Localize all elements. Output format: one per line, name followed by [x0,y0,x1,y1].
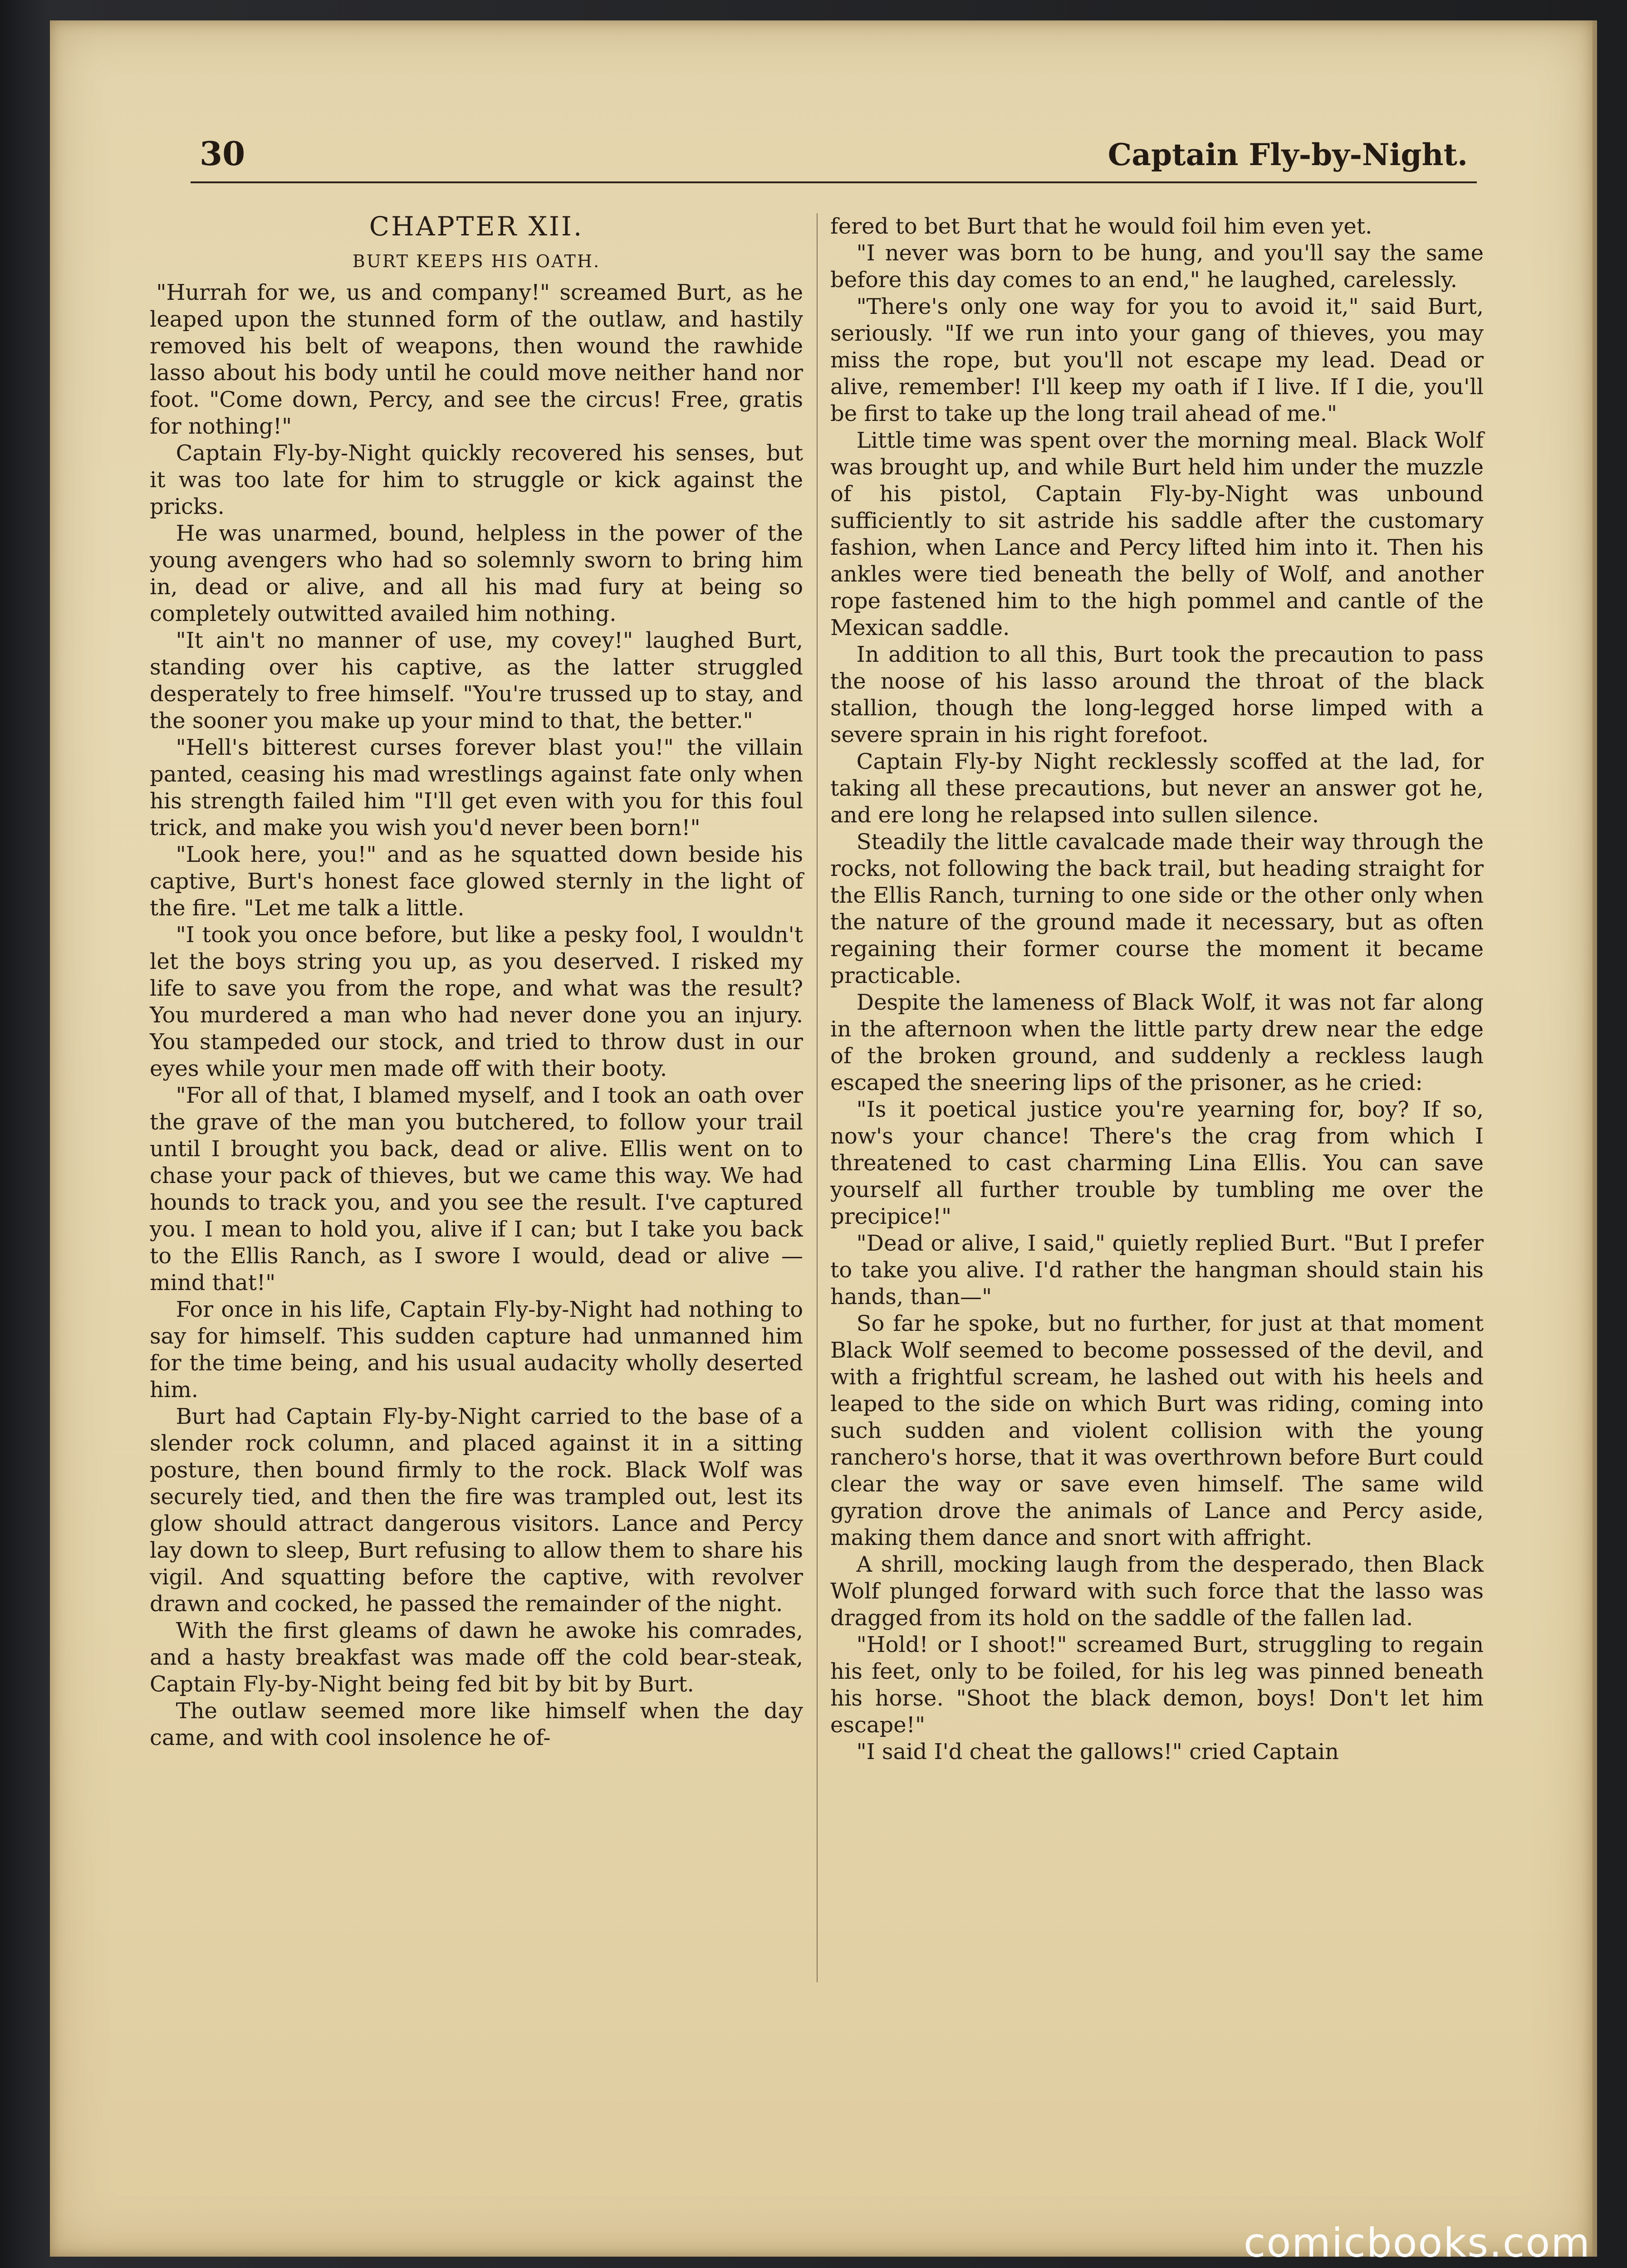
paragraph: "Is it poetical justice you're yearning for, boy? If so, now's your chance! There's the crag from which I threatened to cast charming Lina Ellis. You can save yourself all further trouble by tumbling me over the precipice!" [830,1097,1484,1229]
paragraph: "For all of that, I blamed myself, and I took an oath over the grave of the man you butchered, to follow your trail until I brought you back, dead or alive. Ellis went on to chase your pack of thieves, but we came this way. We had hounds to track you, and you see the result. I've captured you. I mean to hold you, alive if I can; but I take you back to the Ellis Ranch, as I swore I would, dead or alive —mind that!" [150,1083,803,1295]
paragraph: So far he spoke, but no further, for just at that moment Black Wolf seemed to become possessed of the devil, and with a frightful scream, he lashed out with his heels and leaped to the side on which Burt was riding, coming into such sudden and violent collision with the young ranchero's horse, that it was overthrown before Burt could clear the way or save even himself. The same wild gyration drove the animals of Lance and Percy aside, making them dance and snort with affright. [830,1311,1484,1550]
paragraph: With the first gleams of dawn he awoke his comrades, and a hasty breakfast was made off the cold bear-steak, Captain Fly-by-Night being fed bit by bit by Burt. [150,1618,803,1697]
paragraph: Captain Fly-by Night recklessly scoffed at the lad, for taking all these precautions, but never an answer got he, and ere long he relapsed into sullen silence. [830,749,1484,828]
paragraph: "It ain't no manner of use, my covey!" laughed Burt, standing over his captive, as the latter struggled desperately to free himself. "You're trussed up to stay, and the sooner you make up your mind to that, the better." [150,628,803,733]
page-number: 30 [200,134,245,173]
paragraph: "Look here, you!" and as he squatted down beside his captive, Burt's honest face glowed sternly in the light of the fire. "Let me talk a little. [150,842,803,921]
paragraph: "I took you once before, but like a pesky fool, I wouldn't let the boys string you up, as you deserved. I risked my life to save you from the rope, and what was the result? You murdered a man who had never done you an injury. You stampeded our stock, and tried to throw dust in our eyes while your men made off with their booty. [150,922,803,1081]
paragraph: Steadily the little cavalcade made their way through the rocks, not following the back trail, but heading straight for the Ellis Ranch, turning to one side or the other only when the nature of the ground made it necessary, but as often regaining their former course the moment it became practicable. [830,829,1484,988]
paragraph: "Hell's bitterest curses forever blast you!" the villain panted, ceasing his mad wrestlings against fate only when his strength failed him "I'll get even with you for this foul trick, and make you wish you'd never been born!" [150,735,803,841]
paragraph: The outlaw seemed more like himself when the day came, and with cool insolence he of- [150,1698,803,1750]
paragraph: "I said I'd cheat the gallows!" cried Captain [856,1739,1339,1765]
chapter-heading: CHAPTER XII. [369,211,584,242]
paragraph: "There's only one way for you to avoid it," said Burt, seriously. "If we run into your gang of thieves, you may miss the rope, but you'll not escape my lead. Dead or alive, remember! I'll keep my oath if I live. If I die, you'll be first to take up the long trail ahead of me." [830,294,1484,426]
running-title: Captain Fly-by-Night. [1108,137,1468,172]
chapter-subtitle: BURT KEEPS HIS OATH. [352,251,601,271]
right-column [830,213,1484,1765]
paragraph: "Hurrah for we, us and company!" screamed Burt, as he leaped upon the stunned form of the outlaw, and hastily removed his belt of weapons, then wound the rawhide lasso about his body until he could move neither hand nor foot. "Come down, Percy, and see the circus! Free, gratis for nothing!" [150,280,803,439]
paragraph: For once in his life, Captain Fly-by-Night had nothing to say for himself. This sudden capture had unmanned him for the time being, and his usual audacity wholly deserted him. [150,1297,803,1403]
paragraph: "I never was born to be hung, and you'll say the same before this day comes to an end," he laughed, carelessly. [830,240,1484,293]
paragraph: He was unarmed, bound, helpless in the power of the young avengers who had so solemnly sworn to bring him in, dead or alive, and all his mad fury at being so completely outwitted availed him nothing. [150,521,803,626]
paragraph: "Dead or alive, I said," quietly replied Burt. "But I prefer to take you alive. I'd rather the hangman should stain his hands, than—" [830,1231,1484,1310]
paragraph: Burt had Captain Fly-by-Night carried to the base of a slender rock column, and placed against it in a sitting posture, then bound firmly to the rock. Black Wolf was securely tied, and then the fire was trampled out, lest its glow should attract dangerous visitors. Lance and Percy lay down to sleep, Burt refusing to allow them to share his vigil. And squatting before the captive, with revolver drawn and cocked, he passed the remainder of the night. [150,1404,803,1617]
paragraph: In addition to all this, Burt took the precaution to pass the noose of his lasso around the throat of the black stallion, though the long-legged horse limped with a severe sprain in his right forefoot. [830,642,1484,748]
paragraph: Despite the lameness of Black Wolf, it was not far along in the afternoon when the little party drew near the edge of the broken ground, and suddenly a reckless laugh escaped the sneering lips of the prisoner, as he cried: [830,990,1484,1095]
left-column [150,213,803,1751]
paragraph: "Hold! or I shoot!" screamed Burt, struggling to regain his feet, only to be foiled, for his leg was pinned beneath his horse. "Shoot the black demon, boys! Don't let him escape!" [830,1632,1484,1738]
paragraph: fered to bet Burt that he would foil him even yet. [830,214,1372,239]
running-head [191,132,1477,183]
watermark: comicbooks.com [1243,2219,1591,2266]
paragraph: Captain Fly-by-Night quickly recovered his senses, but it was too late for him to struggle or kick against the pricks. [150,440,803,519]
paragraph: Little time was spent over the morning meal. Black Wolf was brought up, and while Burt held him under the muzzle of his pistol, Captain Fly-by-Night was unbound sufficiently to sit astride his saddle after the customary fashion, when Lance and Percy lifted him into it. Then his ankles were tied beneath the belly of Wolf, and another rope fastened him to the high pommel and cantle of the Mexican saddle. [830,428,1484,640]
column-divider [817,213,818,1982]
paragraph: A shrill, mocking laugh from the desperado, then Black Wolf plunged forward with such force that the lasso was dragged from its hold on the saddle of the fallen lad. [830,1552,1484,1631]
